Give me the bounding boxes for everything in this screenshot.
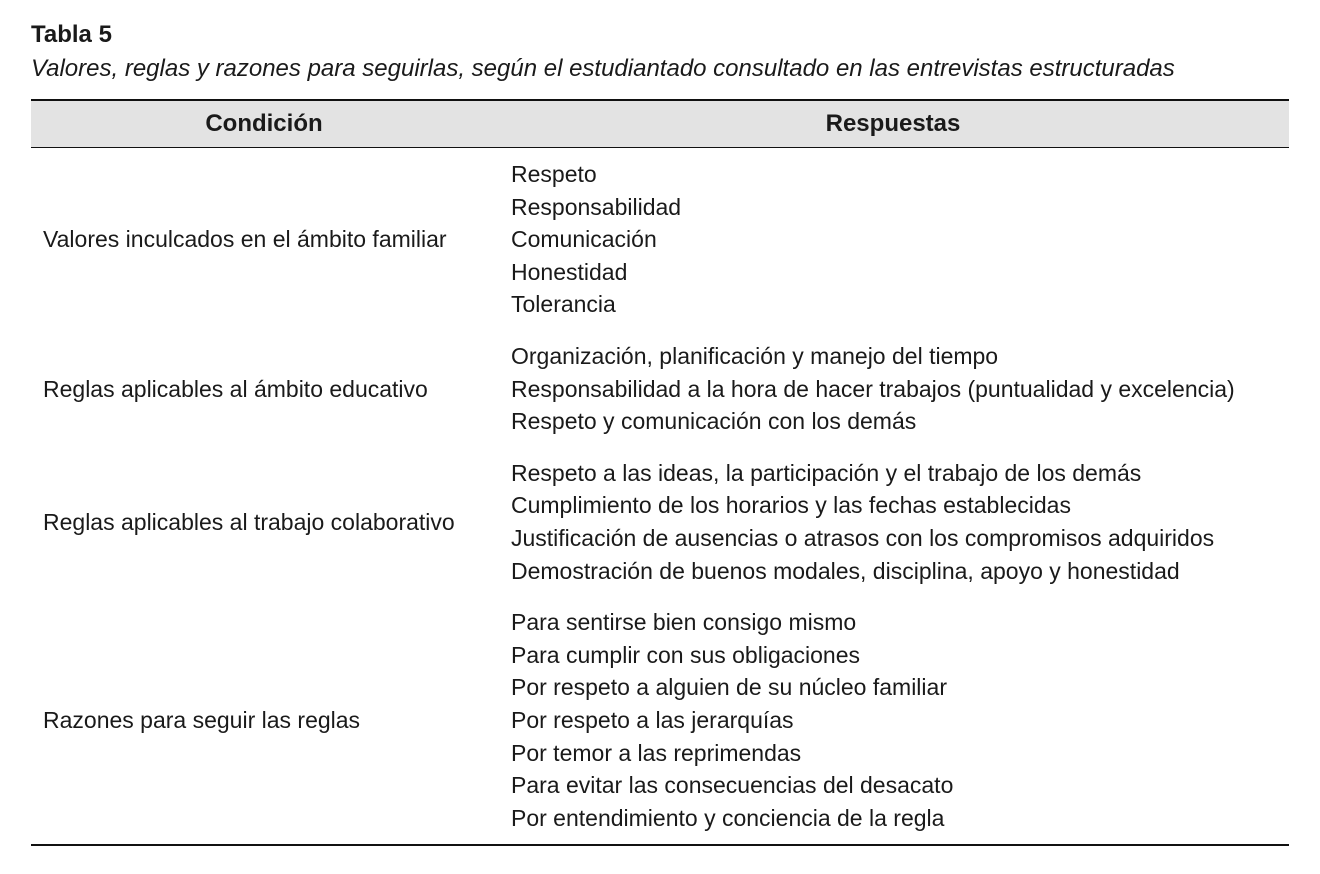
table-bottom-rule bbox=[31, 844, 1289, 846]
response-item: Respeto a las ideas, la participación y el trabajo de los demás bbox=[511, 459, 1142, 486]
responses-cell bbox=[497, 606, 1303, 834]
response-item: Cumplimiento de los horarios y las fechas establecidas bbox=[511, 492, 1071, 519]
table-document bbox=[31, 18, 1289, 846]
response-item: Para sentirse bien consigo mismo bbox=[511, 609, 857, 636]
response-item: Para evitar las consecuencias del desacato bbox=[511, 772, 954, 799]
response-item: Por respeto a alguien de su núcleo familiar bbox=[511, 674, 947, 701]
response-item: Comunicación bbox=[511, 226, 657, 253]
condition-cell: Reglas aplicables al trabajo colaborativo bbox=[43, 508, 455, 535]
response-item: Tolerancia bbox=[511, 291, 616, 318]
table-row bbox=[31, 340, 1289, 438]
condition-cell: Razones para seguir las reglas bbox=[43, 706, 361, 733]
response-item: Organización, planificación y manejo del tiempo bbox=[511, 342, 999, 369]
response-item: Demostración de buenos modales, disciplina, apoyo y honestidad bbox=[511, 557, 1180, 584]
response-item: Para cumplir con sus obligaciones bbox=[511, 641, 861, 668]
response-item: Justificación de ausencias o atrasos con los compromisos adquiridos bbox=[511, 524, 1215, 551]
header-responses: Respuestas bbox=[825, 110, 961, 137]
table-row bbox=[31, 457, 1289, 587]
table-row bbox=[31, 158, 1289, 321]
response-item: Honestidad bbox=[511, 258, 628, 285]
header-condition: Condición bbox=[205, 110, 323, 137]
response-item: Respeto bbox=[511, 161, 597, 187]
responses-cell bbox=[497, 158, 1303, 321]
response-item: Responsabilidad bbox=[511, 193, 682, 220]
table-caption: Valores, reglas y razones para seguirlas, según el estudiantado consultado en las entrevistas estructuradas bbox=[31, 55, 1175, 82]
table-row bbox=[31, 606, 1289, 834]
response-item: Respeto y comunicación con los demás bbox=[511, 408, 917, 435]
table-number: Tabla 5 bbox=[31, 21, 112, 48]
table-body bbox=[31, 148, 1289, 844]
responses-cell bbox=[497, 457, 1303, 587]
response-item: Por respeto a las jerarquías bbox=[511, 706, 794, 733]
condition-cell: Reglas aplicables al ámbito educativo bbox=[43, 375, 428, 402]
response-item: Responsabilidad a la hora de hacer trabajos (puntualidad y excelencia) bbox=[511, 375, 1235, 402]
condition-cell: Valores inculcados en el ámbito familiar bbox=[43, 226, 447, 253]
response-item: Por temor a las reprimendas bbox=[511, 739, 802, 766]
responses-cell bbox=[497, 340, 1303, 438]
response-item: Por entendimiento y conciencia de la regla bbox=[511, 804, 945, 831]
table-header-row bbox=[31, 101, 1289, 148]
